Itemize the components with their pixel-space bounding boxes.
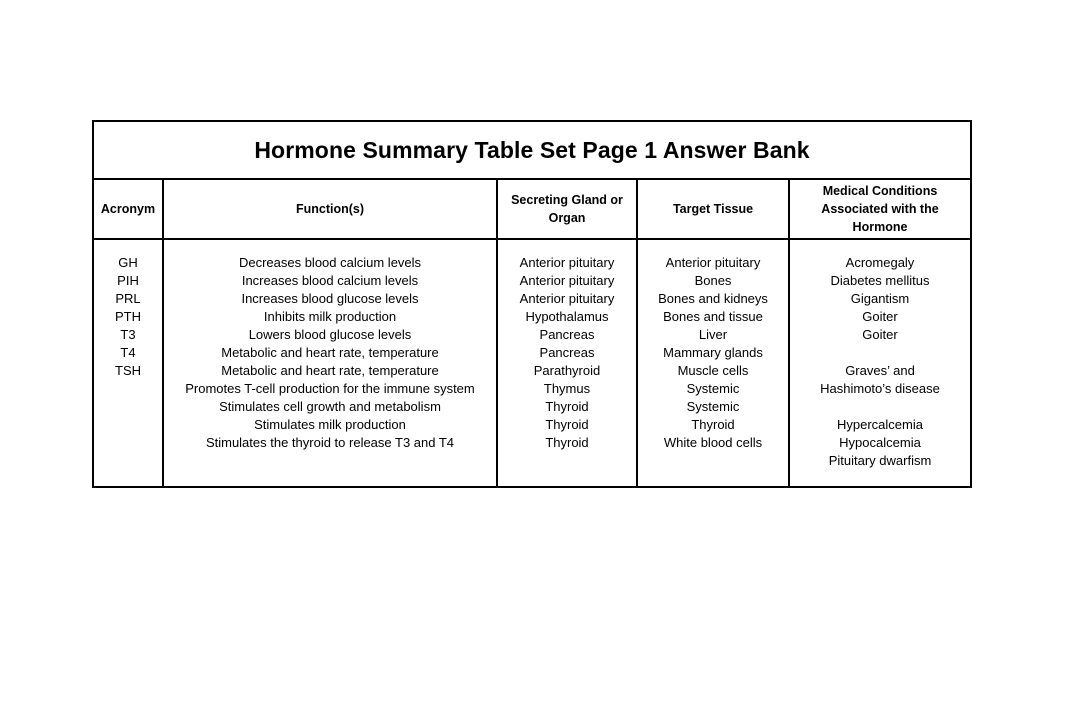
answer-bank-item: Stimulates cell growth and metabolism	[219, 399, 441, 414]
answer-bank-item: Metabolic and heart rate, temperature	[221, 363, 439, 378]
answer-bank-item: Goiter	[862, 309, 898, 324]
answer-bank-item: Parathyroid	[533, 363, 601, 378]
answer-bank-item: Thyroid	[691, 417, 735, 432]
answer-bank-item: Hypocalcemia	[839, 435, 921, 450]
condition-header-line-1: Medical Conditions	[822, 183, 938, 198]
answer-bank-item: Liver	[698, 327, 728, 342]
answer-bank-item: Stimulates milk production	[254, 417, 406, 432]
answer-bank-item: Hashimoto’s disease	[820, 381, 940, 396]
answer-bank-item: Thyroid	[545, 435, 589, 450]
answer-bank-item: Gigantism	[850, 291, 910, 306]
answer-bank-item: Anterior pituitary	[519, 255, 615, 270]
answer-bank-item: PTH	[115, 309, 141, 324]
answer-bank-item: Pancreas	[539, 327, 595, 342]
answer-bank-item: Anterior pituitary	[519, 291, 615, 306]
answer-bank-item: Muscle cells	[677, 363, 749, 378]
answer-bank-item: Increases blood calcium levels	[241, 273, 419, 288]
answer-bank-item: Systemic	[686, 381, 740, 396]
answer-bank-item: Increases blood glucose levels	[241, 291, 419, 306]
answer-bank-item: Thymus	[543, 381, 591, 396]
answer-bank-column-function	[164, 240, 498, 486]
column-header-acronym-label: Acronym	[100, 201, 156, 216]
answer-bank-item: TSH	[115, 363, 141, 378]
table-title: Hormone Summary Table Set Page 1 Answer Bank	[254, 136, 810, 163]
table-title-row	[94, 122, 970, 180]
answer-bank-item: Bones and kidneys	[658, 291, 768, 306]
answer-bank-item: Hypercalcemia	[837, 417, 923, 432]
answer-bank-item: PRL	[115, 291, 141, 306]
answer-bank-column-acronym	[94, 240, 164, 486]
column-header-acronym	[94, 180, 164, 238]
answer-bank-item: Goiter	[862, 327, 898, 342]
answer-bank-item: Bones	[694, 273, 732, 288]
condition-header-line-3: Hormone	[852, 220, 908, 235]
answer-bank-item: T4	[120, 345, 136, 360]
answer-bank-item: Lowers blood glucose levels	[248, 327, 412, 342]
answer-bank-item: T3	[120, 327, 136, 342]
answer-bank-column-medical-conditions	[790, 240, 970, 486]
answer-bank-column-secreting-gland	[498, 240, 638, 486]
column-header-function	[164, 180, 498, 238]
answer-bank-item: Promotes T-cell production for the immune system	[185, 381, 475, 396]
gland-header-line-1: Secreting Gland or	[511, 192, 623, 207]
answer-bank-item: Decreases blood calcium levels	[238, 255, 422, 270]
column-header-secreting-gland-label	[511, 191, 623, 227]
condition-header-line-2: Associated with the	[821, 201, 939, 216]
column-header-target-tissue	[638, 180, 790, 238]
answer-bank-item: Anterior pituitary	[519, 273, 615, 288]
column-header-secreting-gland	[498, 180, 638, 238]
answer-bank-item: Systemic	[686, 399, 740, 414]
answer-bank-item: Inhibits milk production	[263, 309, 397, 324]
column-header-function-label: Function(s)	[295, 201, 365, 216]
table-header-row	[94, 180, 970, 240]
column-header-medical-conditions	[790, 180, 970, 238]
answer-bank-item: Graves’ and	[845, 363, 915, 378]
answer-bank-item: Hypothalamus	[525, 309, 609, 324]
gland-header-line-2: Organ	[548, 211, 586, 225]
answer-bank-column-target-tissue	[638, 240, 790, 486]
answer-bank-item: Diabetes mellitus	[830, 273, 930, 288]
answer-bank-item: PIH	[117, 273, 139, 288]
answer-bank-item: Metabolic and heart rate, temperature	[221, 345, 439, 360]
column-header-target-tissue-label: Target Tissue	[672, 201, 754, 216]
column-header-medical-conditions-label	[821, 182, 938, 236]
answer-bank-item: Bones and tissue	[663, 309, 763, 324]
answer-bank-item: White blood cells	[663, 435, 763, 450]
answer-bank-item: Acromegaly	[845, 255, 915, 270]
answer-bank-item: GH	[118, 255, 138, 270]
answer-bank-item: Thyroid	[545, 399, 589, 414]
answer-bank-item: Anterior pituitary	[665, 255, 761, 270]
table-body-row	[94, 240, 970, 486]
hormone-summary-table	[92, 120, 972, 488]
answer-bank-item: Thyroid	[545, 417, 589, 432]
answer-bank-item: Pancreas	[539, 345, 595, 360]
answer-bank-item: Mammary glands	[663, 345, 763, 360]
answer-bank-item: Stimulates the thyroid to release T3 and T4	[205, 435, 455, 450]
answer-bank-item: Pituitary dwarfism	[828, 453, 932, 468]
